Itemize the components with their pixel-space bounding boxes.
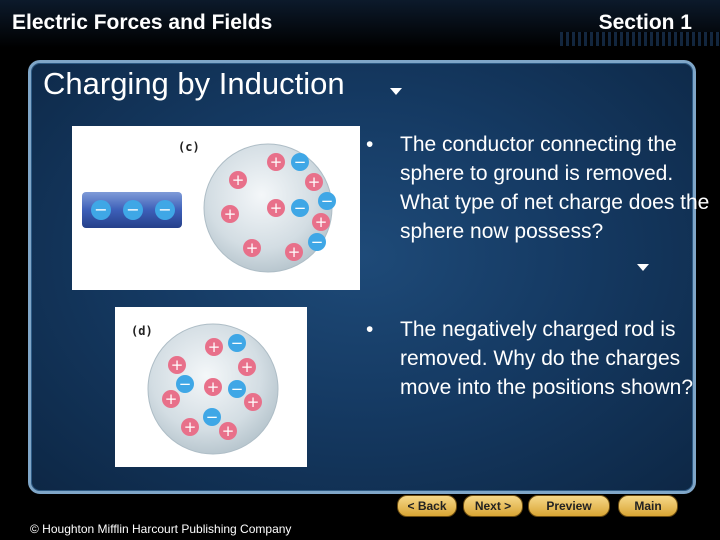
- rod-minus-charges: [91, 200, 175, 220]
- svg-text:+: +: [221, 422, 235, 440]
- bullet-2: • The negatively charged rod is removed. Why do the charges move into the positions shown?: [366, 315, 720, 402]
- svg-text:−: −: [310, 233, 324, 251]
- svg-text:−: −: [320, 192, 334, 210]
- figure-d: [115, 307, 307, 467]
- figure-d-drawing: [115, 307, 307, 467]
- figure-c: [72, 126, 360, 290]
- svg-text:−: −: [230, 380, 244, 398]
- svg-text:+: +: [269, 153, 283, 171]
- svg-text:−: −: [158, 200, 172, 219]
- svg-text:+: +: [170, 356, 184, 374]
- bullet-1: • The conductor connecting the sphere to ground is removed. What type of net charge does the sphere now possess?: [366, 130, 720, 246]
- svg-text:+: +: [314, 213, 328, 231]
- svg-text:−: −: [293, 153, 307, 171]
- figure-c-label: (c): [178, 140, 200, 154]
- svg-text:+: +: [231, 171, 245, 189]
- svg-text:+: +: [245, 239, 259, 257]
- svg-text:+: +: [164, 390, 178, 408]
- svg-text:−: −: [205, 408, 219, 426]
- svg-text:+: +: [287, 243, 301, 261]
- back-button[interactable]: < Back: [397, 495, 457, 517]
- svg-text:+: +: [246, 393, 260, 411]
- main-button[interactable]: Main: [618, 495, 678, 517]
- svg-text:+: +: [240, 358, 254, 376]
- slide-title: Charging by Induction: [43, 66, 345, 101]
- advance-arrow-icon[interactable]: [637, 264, 649, 271]
- figure-c-drawing: [72, 126, 360, 290]
- section-label: Section 1: [598, 11, 692, 34]
- svg-text:−: −: [230, 334, 244, 352]
- figure-d-label: (d): [131, 324, 153, 338]
- svg-text:−: −: [178, 375, 192, 393]
- svg-text:+: +: [207, 338, 221, 356]
- svg-text:+: +: [183, 418, 197, 436]
- svg-text:+: +: [269, 199, 283, 217]
- title-arrow-icon[interactable]: [390, 88, 402, 95]
- preview-button[interactable]: Preview: [528, 495, 610, 517]
- svg-text:−: −: [126, 200, 140, 219]
- svg-text:+: +: [206, 378, 220, 396]
- next-button[interactable]: Next >: [463, 495, 523, 517]
- svg-text:−: −: [94, 200, 108, 219]
- copyright-notice: © Houghton Mifflin Harcourt Publishing Company: [30, 522, 292, 536]
- chapter-title: Electric Forces and Fields: [12, 11, 273, 34]
- svg-text:+: +: [223, 205, 237, 223]
- svg-text:−: −: [293, 199, 307, 217]
- svg-text:+: +: [307, 173, 321, 191]
